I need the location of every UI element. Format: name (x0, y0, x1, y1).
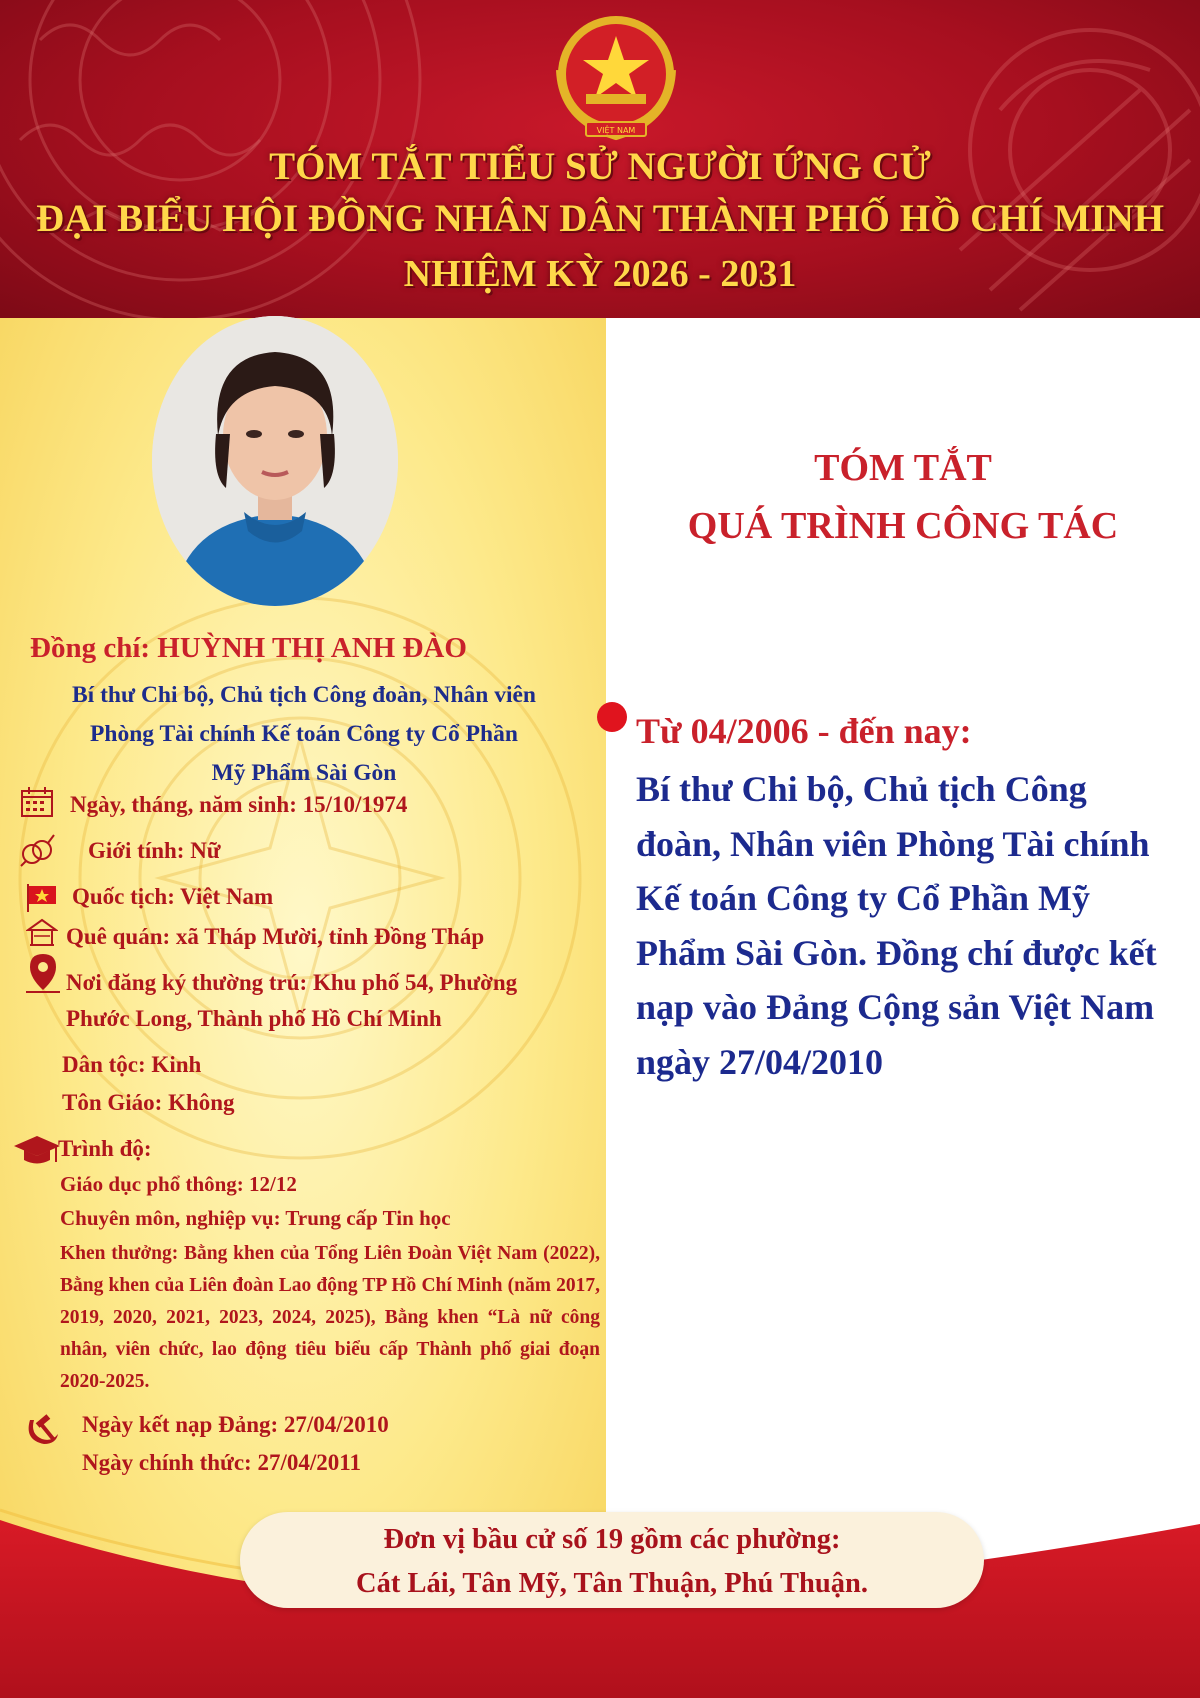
residence-line2: Phước Long, Thành phố Hồ Chí Minh (66, 1006, 442, 1031)
party-official-date: Ngày chính thức: 27/04/2011 (82, 1450, 361, 1475)
header-title-line1: TÓM TẮT TIỂU SỬ NGƯỜI ỨNG CỬ (269, 145, 931, 188)
timeline-dot (597, 702, 627, 732)
gender: Giới tính: Nữ (88, 838, 221, 863)
header-title-line3: NHIỆM KỲ 2026 - 2031 (403, 253, 797, 295)
specialty: Chuyên môn, nghiệp vụ: Trung cấp Tin học (60, 1206, 451, 1230)
career-description: Bí thư Chi bộ, Chủ tịch Công đoàn, Nhân viên Phòng Tài chính Kế toán Công ty Cổ Phần Mỹ Phẩm Sài Gòn. Đồng chí được kết nạp vào Đảng Cộng sản Việt Nam ngày 27/04/2010 (636, 769, 1157, 1082)
position-line: Bí thư Chi bộ, Chủ tịch Công đoàn, Nhân viên (72, 682, 536, 708)
location-pin-icon (24, 952, 62, 994)
house-icon (26, 918, 58, 948)
electoral-unit-line2: Cát Lái, Tân Mỹ, Tân Thuận, Phú Thuận. (356, 1568, 868, 1599)
hometown: Quê quán: xã Tháp Mười, tỉnh Đồng Tháp (66, 924, 485, 949)
awards: Khen thưởng: Bằng khen của Tổng Liên Đoàn Việt Nam (2022), Bằng khen của Liên đoàn Lao động TP Hồ Chí Minh (năm 2017, 2019, 2020, 2021, 2023, 2024, 2025), Bằng khen “Là nữ công nhân, viên chức, lao động tiêu biểu cấp Thành phố giai đoạn 2020-2025. (60, 1243, 600, 1392)
career-title-line2: QUÁ TRÌNH CÔNG TÁC (687, 505, 1119, 547)
candidate-name: Đồng chí: HUỲNH THỊ ANH ĐÀO (30, 632, 467, 664)
career-period: Từ 04/2006 - đến nay: (636, 711, 972, 751)
hammer-sickle-icon (22, 1412, 60, 1448)
nationality: Quốc tịch: Việt Nam (72, 884, 274, 909)
national-emblem-icon (552, 12, 680, 144)
electoral-unit-line1: Đơn vị bầu cử số 19 gồm các phường: (383, 1524, 841, 1555)
gender-icon (18, 832, 56, 868)
residence-line1: Nơi đăng ký thường trú: Khu phố 54, Phường (66, 970, 518, 995)
party-join-date: Ngày kết nạp Đảng: 27/04/2010 (82, 1412, 389, 1437)
portrait-image (152, 316, 398, 606)
religion: Tôn Giáo: Không (62, 1090, 235, 1115)
emblem-banner-text: VIỆT NAM (596, 126, 636, 135)
graduation-cap-icon (12, 1134, 62, 1168)
ethnicity: Dân tộc: Kinh (62, 1052, 202, 1077)
candidate-photo (152, 316, 398, 606)
general-education: Giáo dục phổ thông: 12/12 (60, 1172, 297, 1196)
position-line: Mỹ Phẩm Sài Gòn (211, 760, 397, 786)
career-title-line1: TÓM TẮT (814, 447, 992, 489)
header-title-line2: ĐẠI BIỂU HỘI ĐỒNG NHÂN DÂN THÀNH PHỐ HỒ CHÍ MINH (35, 197, 1165, 240)
calendar-icon (20, 786, 54, 818)
position-line: Phòng Tài chính Kế toán Công ty Cổ Phần (90, 721, 518, 747)
flag-icon (26, 884, 58, 912)
header-banner (0, 0, 1200, 318)
education-label: Trình độ: (58, 1136, 152, 1161)
birth-date: Ngày, tháng, năm sinh: 15/10/1974 (70, 792, 408, 817)
candidate-position (14, 676, 594, 793)
